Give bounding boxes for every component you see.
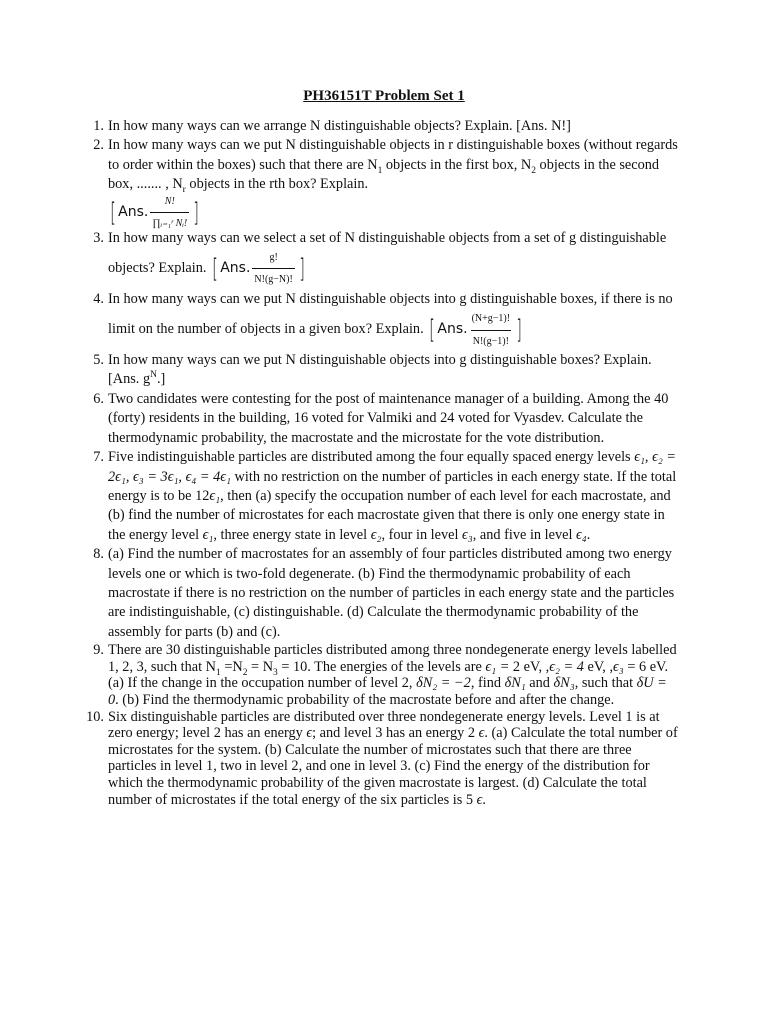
- math-expression: ϵ₁, ϵ₂ = 2ϵ₁, ϵ₃ = 3ϵ₁, ϵ₄ = 4ϵ₁: [108, 449, 677, 485]
- math-expression: ϵ₁ =: [485, 658, 510, 675]
- problem-text: , find: [470, 675, 505, 692]
- problem-text: =N: [220, 658, 243, 675]
- problem-2: [93, 136, 678, 230]
- problem-text: objects in the second box, ....... , N: [108, 156, 660, 193]
- math-expression: δN₃: [553, 675, 575, 692]
- problem-text: = 6 eV. (a) If the change in the occupation number of level 2,: [108, 658, 669, 692]
- problem-number: 2.: [93, 137, 104, 154]
- answer-label: Ans.: [118, 203, 149, 220]
- problem-text: objects in the rth box? Explain.: [185, 176, 369, 193]
- problem-text: Two candidates were contesting for the post of maintenance manager of a building. Among the 40 (forty) residents in the building, 16 voted for Valmiki and 24 voted for Vyasdev. Calculate the thermodynamic probability, the macrostate and the microstate for the vote distribution.: [108, 390, 669, 446]
- problem-text: . (b) Find the thermodynamic probability of the macrostate before and after the change.: [115, 691, 615, 708]
- fraction-numerator: N!: [164, 195, 175, 207]
- problem-text: , four in level: [381, 526, 463, 543]
- problem-text: , then (a) specify the occupation number of each level for each macrostate, and (b) find the number of microstates for each macrostate given that there is only one energy state in the energy level: [108, 487, 671, 543]
- problem-text: . (a) Calculate the total number of microstates for the system. (b) Calculate the number of microstates such that there are three particles in level 1, two in level 2, and one in level 3. (c) Find the energy of the distribution for which the thermodynamic probability of the given macrostate is largest. (d) Calculate the total number of microstates if the total energy of the six particles is 5: [108, 725, 678, 808]
- fraction-denominator: N!(g−1)!: [471, 330, 511, 351]
- fraction-denominator: N!(g−N)!: [252, 268, 294, 289]
- problem-10: [86, 708, 678, 809]
- subscript: 1: [377, 165, 383, 176]
- problem-text: Six distinguishable particles are distributed over three nondegenerate energy levels. Level 1 is at zero energy; level 2 has an energy: [108, 708, 660, 742]
- problem-text: , three energy state in level: [213, 526, 371, 543]
- problem-text: eV, ,: [583, 658, 614, 675]
- problem-text: In how many ways can we arrange N distinguishable objects? Explain. [Ans. N!]: [108, 118, 571, 134]
- problem-number: 6.: [93, 390, 104, 407]
- answer-label: Ans.: [220, 260, 251, 277]
- math-expression: ϵ₃: [462, 526, 473, 543]
- answer-box: [ Ans. $\frac{(N+g-1)!}{N!(g-1)!}$ ]: [427, 309, 524, 351]
- subscript: 2: [531, 165, 536, 176]
- problem-text: 2 eV, ,: [509, 658, 550, 675]
- problem-number: 5.: [93, 352, 104, 369]
- answer-fraction: [252, 248, 294, 290]
- subscript: 2: [242, 667, 248, 678]
- problem-text: .: [586, 526, 591, 543]
- problem-text: , and five in level: [472, 526, 577, 543]
- math-expression: ϵ₂: [370, 526, 382, 543]
- fraction-numerator: g!: [269, 252, 278, 264]
- math-expression: ϵ₁: [209, 487, 221, 504]
- problem-list: [86, 117, 678, 808]
- problem-text: .: [482, 791, 486, 808]
- problem-number: 10.: [86, 708, 104, 725]
- math-expression: δN₂ = −2: [416, 675, 471, 692]
- math-expression: ϵ₁: [202, 526, 214, 543]
- problem-9: [93, 642, 678, 708]
- problem-number: 8.: [93, 546, 104, 563]
- problem-number: 4.: [93, 290, 104, 307]
- superscript: N: [150, 370, 157, 381]
- math-expression: ϵ₂ = 4: [549, 658, 584, 675]
- answer-fraction: [470, 309, 513, 351]
- problem-text: with no restriction on the number of particles in each energy state. If the total energy is to be 12: [108, 468, 677, 504]
- problem-text: (a) Find the number of macrostates for an assembly of four particles distributed among two energy levels one or which is two-fold degenerate. (b) Find the thermodynamic probability of each macrostate if there is no restriction on the number of particles in each energy state and the particles are indistinguishable, (c) distinguishable. (d) Calculate the thermodynamic probability of the assembly for parts (b) and (c).: [108, 546, 675, 640]
- problem-text: = 10. The energies of the levels are: [277, 658, 486, 675]
- problem-text: objects in the first box, N: [382, 156, 532, 173]
- problem-5: [93, 351, 678, 390]
- problem-text: = N: [247, 658, 274, 675]
- problem-text: In how many ways can we put N distinguishable objects into g distinguishable boxes, if there is no limit on the number of objects in a given box? Explain.: [108, 290, 673, 338]
- problem-text: and: [525, 675, 554, 692]
- math-expression: ϵ: [306, 725, 313, 742]
- problem-6: [93, 390, 678, 448]
- problem-1: [93, 117, 678, 136]
- answer-box: [ Ans. $\frac{g!}{N!(g-N)!}$ ]: [210, 248, 307, 290]
- problem-number: 3.: [93, 229, 104, 246]
- problem-7: [93, 448, 678, 545]
- math-expression: ϵ: [476, 791, 483, 808]
- math-expression: δU = 0: [108, 675, 667, 708]
- subscript: 3: [273, 667, 278, 678]
- math-expression: δN₁: [504, 675, 526, 692]
- subscript: 1: [216, 667, 221, 678]
- math-expression: ϵ₄: [576, 526, 587, 543]
- problem-text: In how many ways can we select a set of N distinguishable objects from a set of g distinguishable objects? Explain.: [108, 229, 667, 277]
- math-expression: ϵ₃: [613, 658, 624, 675]
- problem-text: ; and level 3 has an energy 2: [312, 725, 479, 742]
- problem-3: [93, 229, 678, 290]
- problem-text: In how many ways can we put N distinguishable objects into g distinguishable boxes? Explain. [Ans. g: [108, 352, 652, 388]
- subscript: r: [182, 185, 186, 196]
- problem-text: , such that: [574, 675, 637, 692]
- page-title: PH36151T Problem Set 1: [303, 88, 465, 104]
- problem-text: In how many ways can we put N distinguishable objects in r distinguishable boxes (without regards to order within the boxes) such that there are N: [108, 137, 678, 173]
- fraction-denominator: ∏ᵢ₌₁ʳ Nᵢ!: [150, 212, 189, 233]
- answer-line: [108, 195, 678, 231]
- problem-8: [93, 545, 678, 642]
- problem-text: .]: [156, 371, 166, 388]
- answer-fraction: [150, 192, 189, 234]
- answer-box: [ Ans. $\frac{N!}{\text{∏ᵢ₌₁ʳ Nᵢ!}}$ ]: [108, 192, 201, 234]
- problem-number: 1.: [93, 118, 104, 134]
- problem-number: 9.: [93, 642, 104, 659]
- problem-number: 7.: [93, 449, 104, 466]
- problem-text: Five indistinguishable particles are distributed among the four equally spaced energy levels: [108, 449, 635, 466]
- fraction-numerator: (N+g−1)!: [471, 313, 511, 325]
- problem-text: There are 30 distinguishable particles distributed among three nondegenerate energy levels labelled 1, 2, 3, such that N: [108, 642, 677, 675]
- problem-4: [93, 290, 678, 351]
- math-expression: ϵ: [478, 725, 485, 742]
- answer-label: Ans.: [437, 321, 468, 338]
